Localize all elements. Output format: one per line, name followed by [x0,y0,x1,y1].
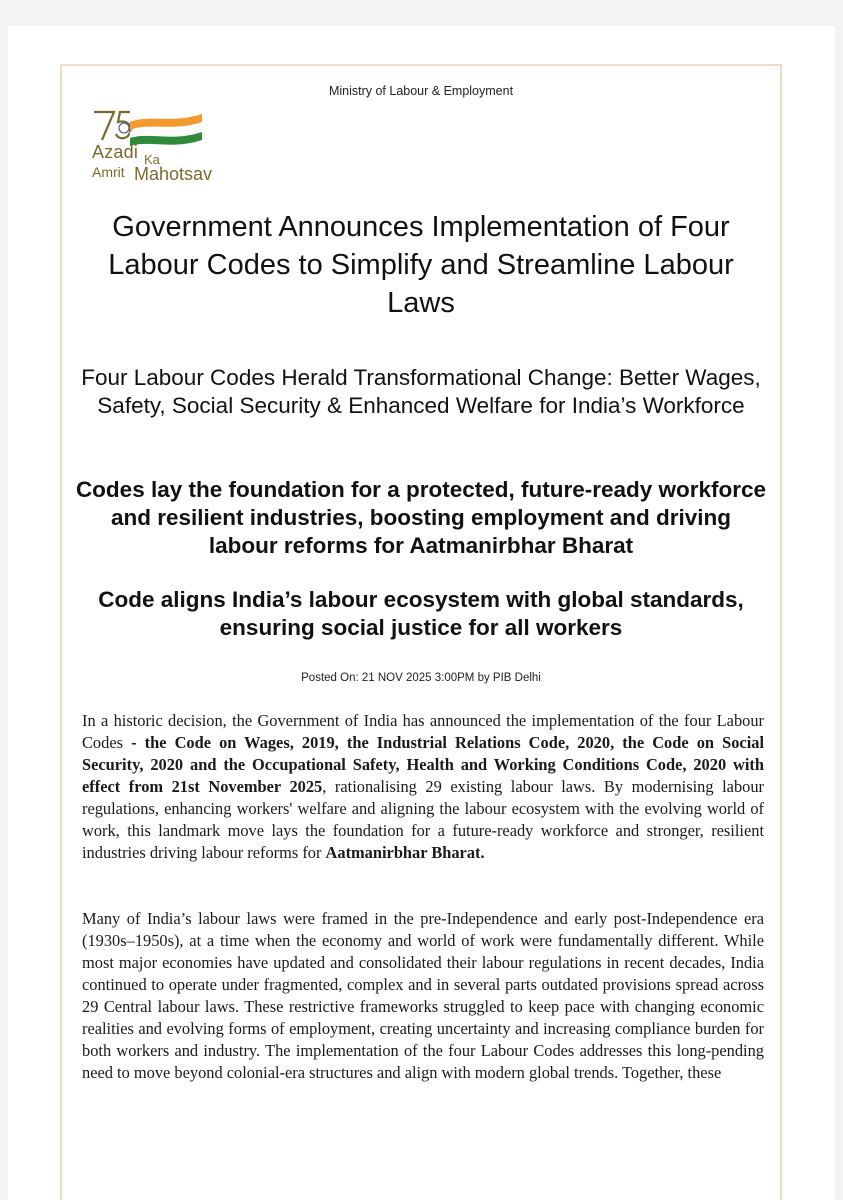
paragraph-1-bold-aatmanirbhar: Aatmanirbhar Bharat. [325,843,485,862]
paragraph-1-text-a: In a historic decision, the Government of India has announced the implementation of the four Labour Codes [82,711,764,752]
posted-date: Posted On: 21 NOV 2025 3:00PM by PIB Delhi [301,672,541,684]
paragraph-2: Many of India’s labour laws were framed in the pre-Independence and early post-Independence era (1930s–1950s), at a time when the economy and world of work were fundamentally different. While most major economies have updated and consolidated their labour regulations in recent decades, India continued to operate under fragmented, complex and in several parts outdated provisions spread across 29 Central labour laws. These restrictive frameworks struggled to keep pace with changing economic realities and evolving forms of employment, creating uncertainty and increasing compliance burden for both workers and industry. The implementation of the four Labour Codes addresses this long-pending need to move beyond colonial-era structures and align with modern global trends. Together, these [82,909,764,1082]
subheadline-1: Four Labour Codes Herald Transformational Change: Better Wages, Safety, Social Security & Enhanced Welfare for India’s Workforce [81,365,761,418]
logo-word-ka: Ka [144,152,160,167]
subheadline-3: Code aligns India’s labour ecosystem with global standards, ensuring social justice for all workers [98,587,744,640]
azadi-ka-amrit-mahotsav-logo [90,102,240,202]
logo-word-azadi: Azadi [92,142,139,162]
ministry-name: Ministry of Labour & Employment [328,84,514,98]
logo-word-mahotsav: Mahotsav [134,164,213,184]
paragraph-1 [82,710,764,864]
press-release-frame [60,64,782,1200]
subheadline-2: Codes lay the foundation for a protected, future-ready workforce and resilient industries, boosting employment and driving labour reforms for Aatmanirbhar Bharat [75,477,767,558]
logo-word-amrit: Amrit [92,164,125,180]
page-title: Government Announces Implementation of Four Labour Codes to Simplify and Streamline Labour Laws [108,211,734,319]
paragraph-1-bold-codes: - the Code on Wages, 2019, the Industrial Relations Code, 2020, the Code on Social Security, 2020 and the Occupational Safety, Health and Working Conditions Code, 2020 with effect from 21st November 2025 [82,733,765,796]
paragraph-1-text-c: , rationalising 29 existing labour laws. By modernising labour regulations, enhancing workers' welfare and aligning the labour ecosystem with the evolving world of work, this landmark move lays the foundation for a future-ready workforce and stronger, resilient industries driving labour reforms for [82,777,764,862]
